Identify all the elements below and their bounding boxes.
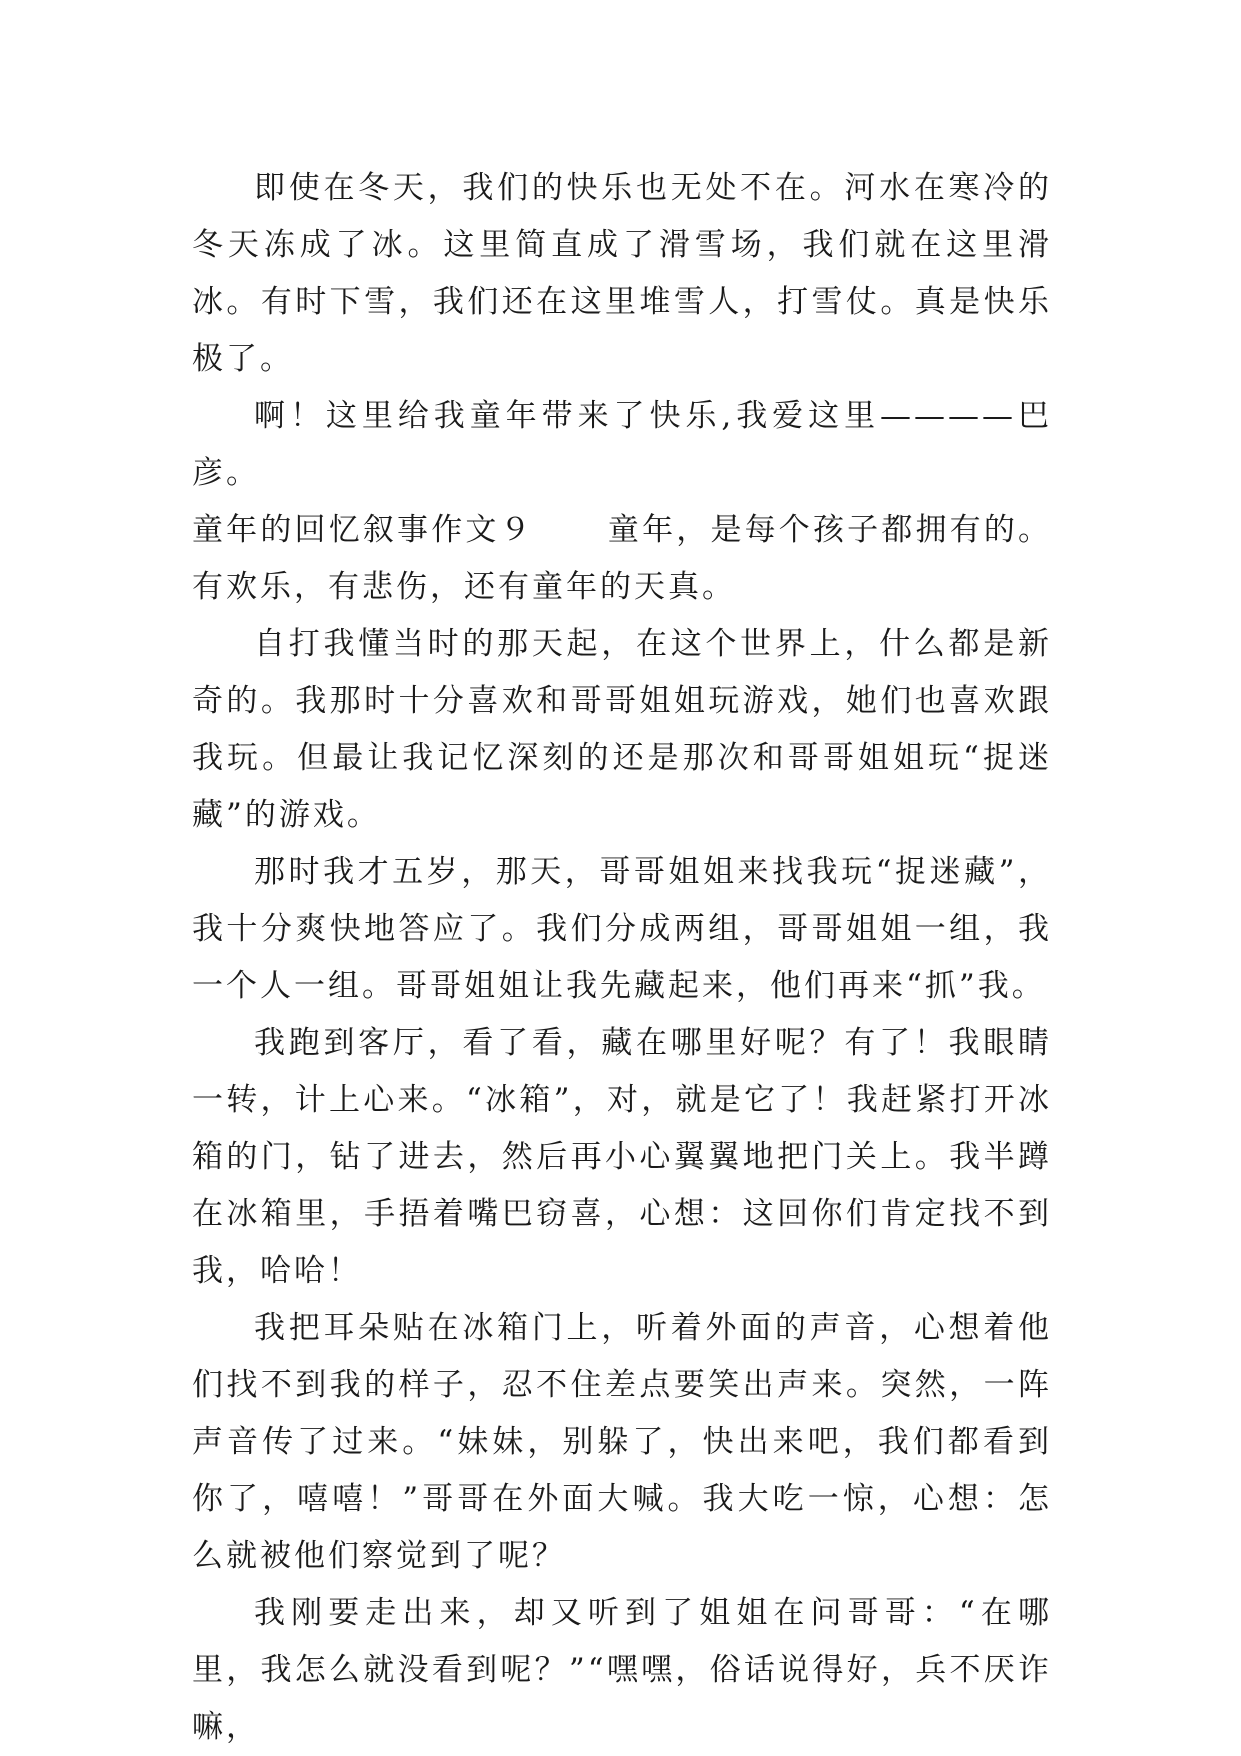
document-page: [192, 160, 1052, 1756]
paragraph-winter: 即使在冬天，我们的快乐也无处不在。河水在寒冷的冬天冻成了冰。这里简直成了滑雪场，我们就在这里滑冰。有时下雪，我们还在这里堆雪人，打雪仗。真是快乐极了。: [192, 170, 1052, 377]
essay-title: 童年的回忆叙事作文９: [192, 512, 534, 548]
paragraph-listening: 我把耳朵贴在冰箱门上，听着外面的声音，心想着他们找不到我的样子，忍不住差点要笑出声来。突然，一阵声音传了过来。“妹妹，别躲了，快出来吧，我们都看到你了，嘻嘻！”哥哥在外面大喊。我大吃一惊，心想：怎么就被他们察觉到了呢？: [192, 1310, 1052, 1574]
paragraph-bayan: 啊！这里给我童年带来了快乐,我爱这里————巴彦。: [192, 398, 1052, 491]
essay-heading-paragraph: [192, 502, 1052, 616]
paragraph-new-world: 自打我懂当时的那天起，在这个世界上，什么都是新奇的。我那时十分喜欢和哥哥姐姐玩游戏，她们也喜欢跟我玩。但最让我记忆深刻的还是那次和哥哥姐姐玩“捉迷藏”的游戏。: [192, 626, 1052, 833]
essay-opening: 童年，是每个孩子都拥有的。有欢乐，有悲伤，还有童年的天真。: [192, 512, 1053, 605]
paragraph-fridge: 我跑到客厅，看了看，藏在哪里好呢？有了！我眼睛一转，计上心来。“冰箱”，对，就是它了！我赶紧打开冰箱的门，钻了进去，然后再小心翼翼地把门关上。我半蹲在冰箱里，手捂着嘴巴窃喜，心想：这回你们肯定找不到我，哈哈！: [192, 1025, 1052, 1289]
paragraph-hide-and-seek: 那时我才五岁，那天，哥哥姐姐来找我玩“捉迷藏”，我十分爽快地答应了。我们分成两组，哥哥姐姐一组，我一个人一组。哥哥姐姐让我先藏起来，他们再来“抓”我。: [192, 854, 1052, 1004]
paragraph-sister: 我刚要走出来，却又听到了姐姐在问哥哥：“在哪里，我怎么就没看到呢？”“嘿嘿，俗话说得好，兵不厌诈嘛，: [192, 1595, 1052, 1745]
